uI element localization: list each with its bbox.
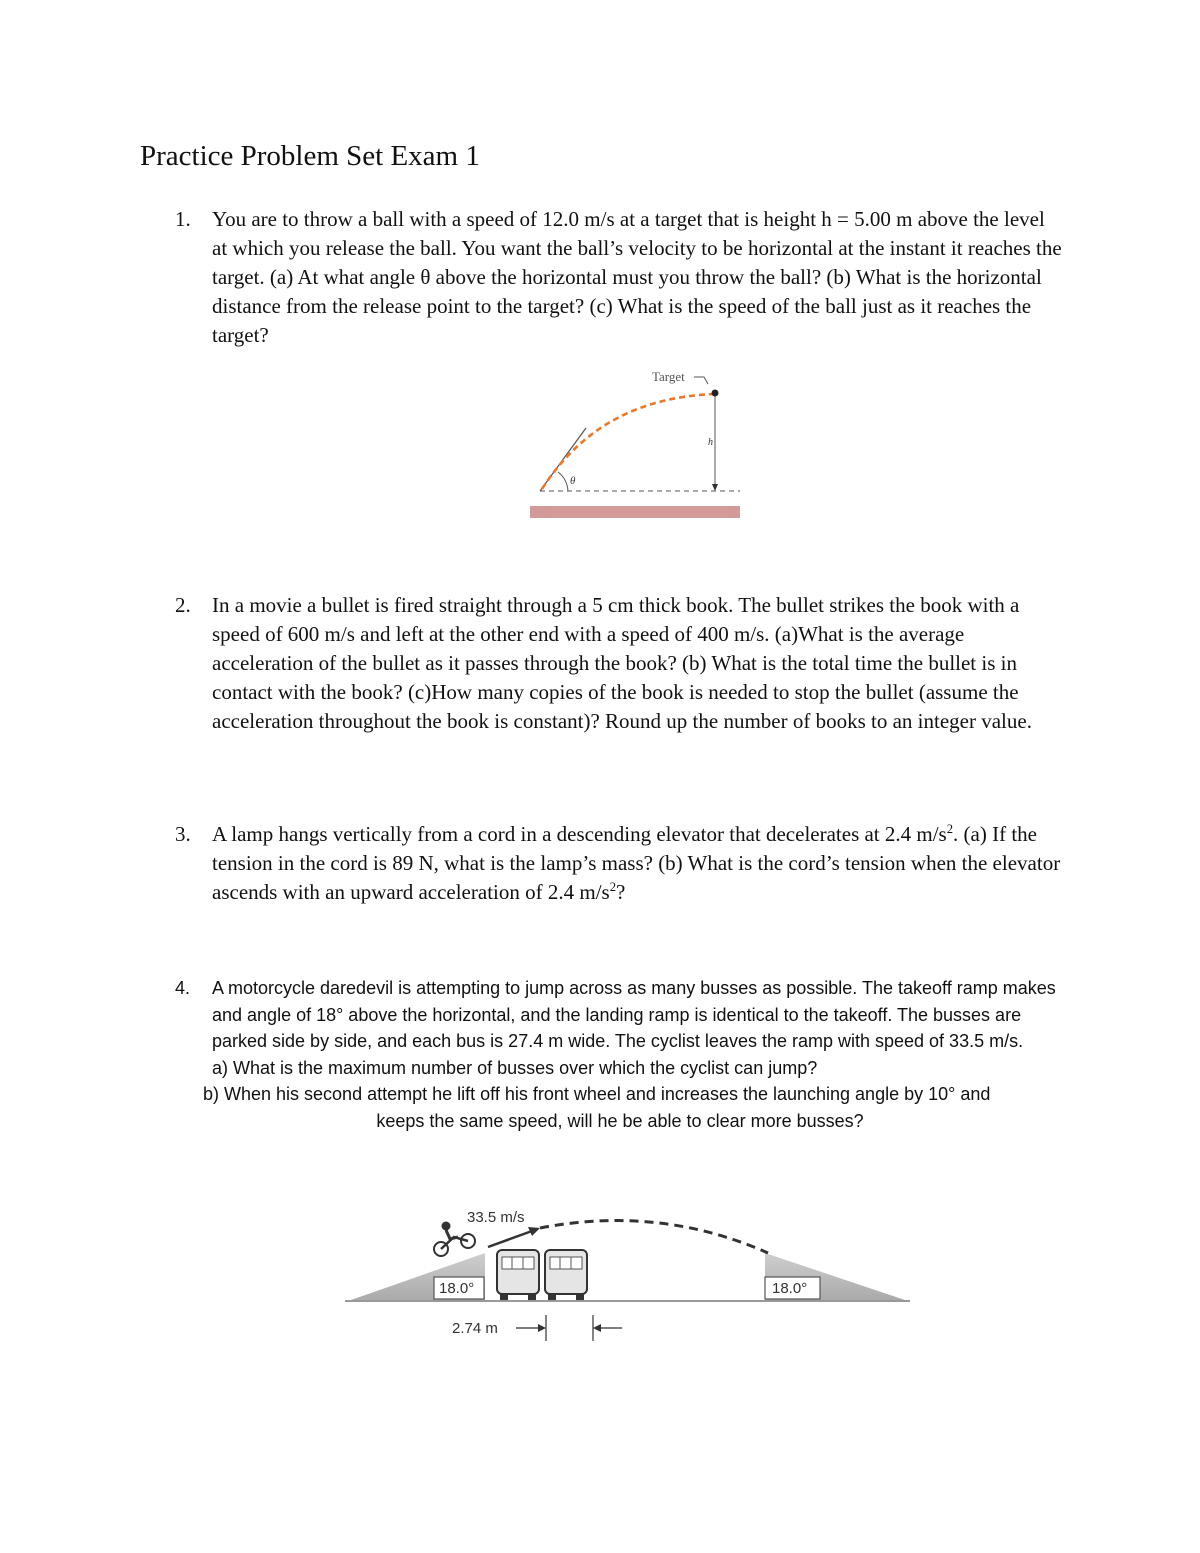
- width-label: 2.74 m: [452, 1320, 498, 1337]
- motorcycle-figure: [340, 1195, 920, 1355]
- bus-2: [545, 1250, 587, 1300]
- bus-1: [497, 1250, 539, 1300]
- right-angle-label: 18.0°: [772, 1280, 808, 1297]
- projectile-figure: [520, 360, 760, 525]
- problem-number: 3.: [175, 822, 191, 846]
- problem-text: You are to throw a ball with a speed of 12.0 m/s at a target that is height h = 5.00 m above the level at which you release the ball. You want the ball’s velocity to be horizontal at the instant it reaches the target. (a) At what angle θ above the horizontal must you throw the ball? (b) What is the horizontal distance from the release point to the target? (c) What is the speed of the ball just as it reaches the target?: [212, 207, 1062, 347]
- motorcycle-icon: [434, 1222, 475, 1257]
- part-b-line-2: keeps the same speed, will he be able to clear more busses?: [376, 1110, 864, 1131]
- problem-text: In a movie a bullet is fired straight through a 5 cm thick book. The bullet strikes the book with a speed of 600 m/s and left at the other end with a speed of 400 m/s. (a)What is the average acceleration of the bullet as it passes through the book? (b) What is the total time the bullet is in contact with the book? (c)How many copies of the book is needed to stop the bullet (assume the acceleration throughout the book is constant)? Round up the number of books to an integer value.: [212, 593, 1032, 733]
- problem-text: A lamp hangs vertically from a cord in a descending elevator that decelerates at 2.4 $m/s^2$. (a) If the tension in the cord is 89 N, what is the lamp’s mass? (b) What is the cord’s tension when the elevator ascends with an upward acceleration of 2.4 $m/s^2$?: [212, 822, 1061, 904]
- part-b-line-1: b) When his second attempt he lift off his front wheel and increases the launching angle by 10° and: [203, 1084, 991, 1104]
- launch-line: [540, 428, 586, 491]
- problem-1: [175, 205, 1065, 350]
- problem-text: A motorcycle daredevil is attempting to jump across as many busses as possible. The takeoff ramp makes and angle of 18° above the horizontal, and the landing ramp is identical to the takeoff. The busses are parked side by side, and each bus is 27.4 m wide. The cyclist leaves the ramp with speed of 33.5 m/s.: [212, 978, 1056, 1051]
- ground-strip: [530, 506, 740, 518]
- problem-3: [175, 820, 1065, 907]
- target-label: Target: [652, 369, 685, 384]
- problem-number: 4.: [175, 978, 191, 998]
- velocity-arrow: [488, 1231, 532, 1247]
- h-label: h: [708, 437, 713, 448]
- page-title: Practice Problem Set Exam 1: [140, 140, 480, 172]
- problem-number: 2.: [175, 593, 191, 617]
- problem-4: [175, 975, 1065, 1134]
- angle-arc: [558, 472, 568, 491]
- left-angle-label: 18.0°: [439, 1280, 475, 1297]
- problem-number: 1.: [175, 207, 191, 231]
- target-marker: [712, 390, 719, 397]
- problem-2: [175, 591, 1065, 736]
- theta-label: θ: [570, 475, 576, 487]
- part-a: a) What is the maximum number of busses over which the cyclist can jump?: [212, 1057, 818, 1078]
- trajectory-path: [540, 1221, 768, 1253]
- trajectory-path: [542, 394, 715, 489]
- speed-label: 33.5 m/s: [467, 1209, 525, 1226]
